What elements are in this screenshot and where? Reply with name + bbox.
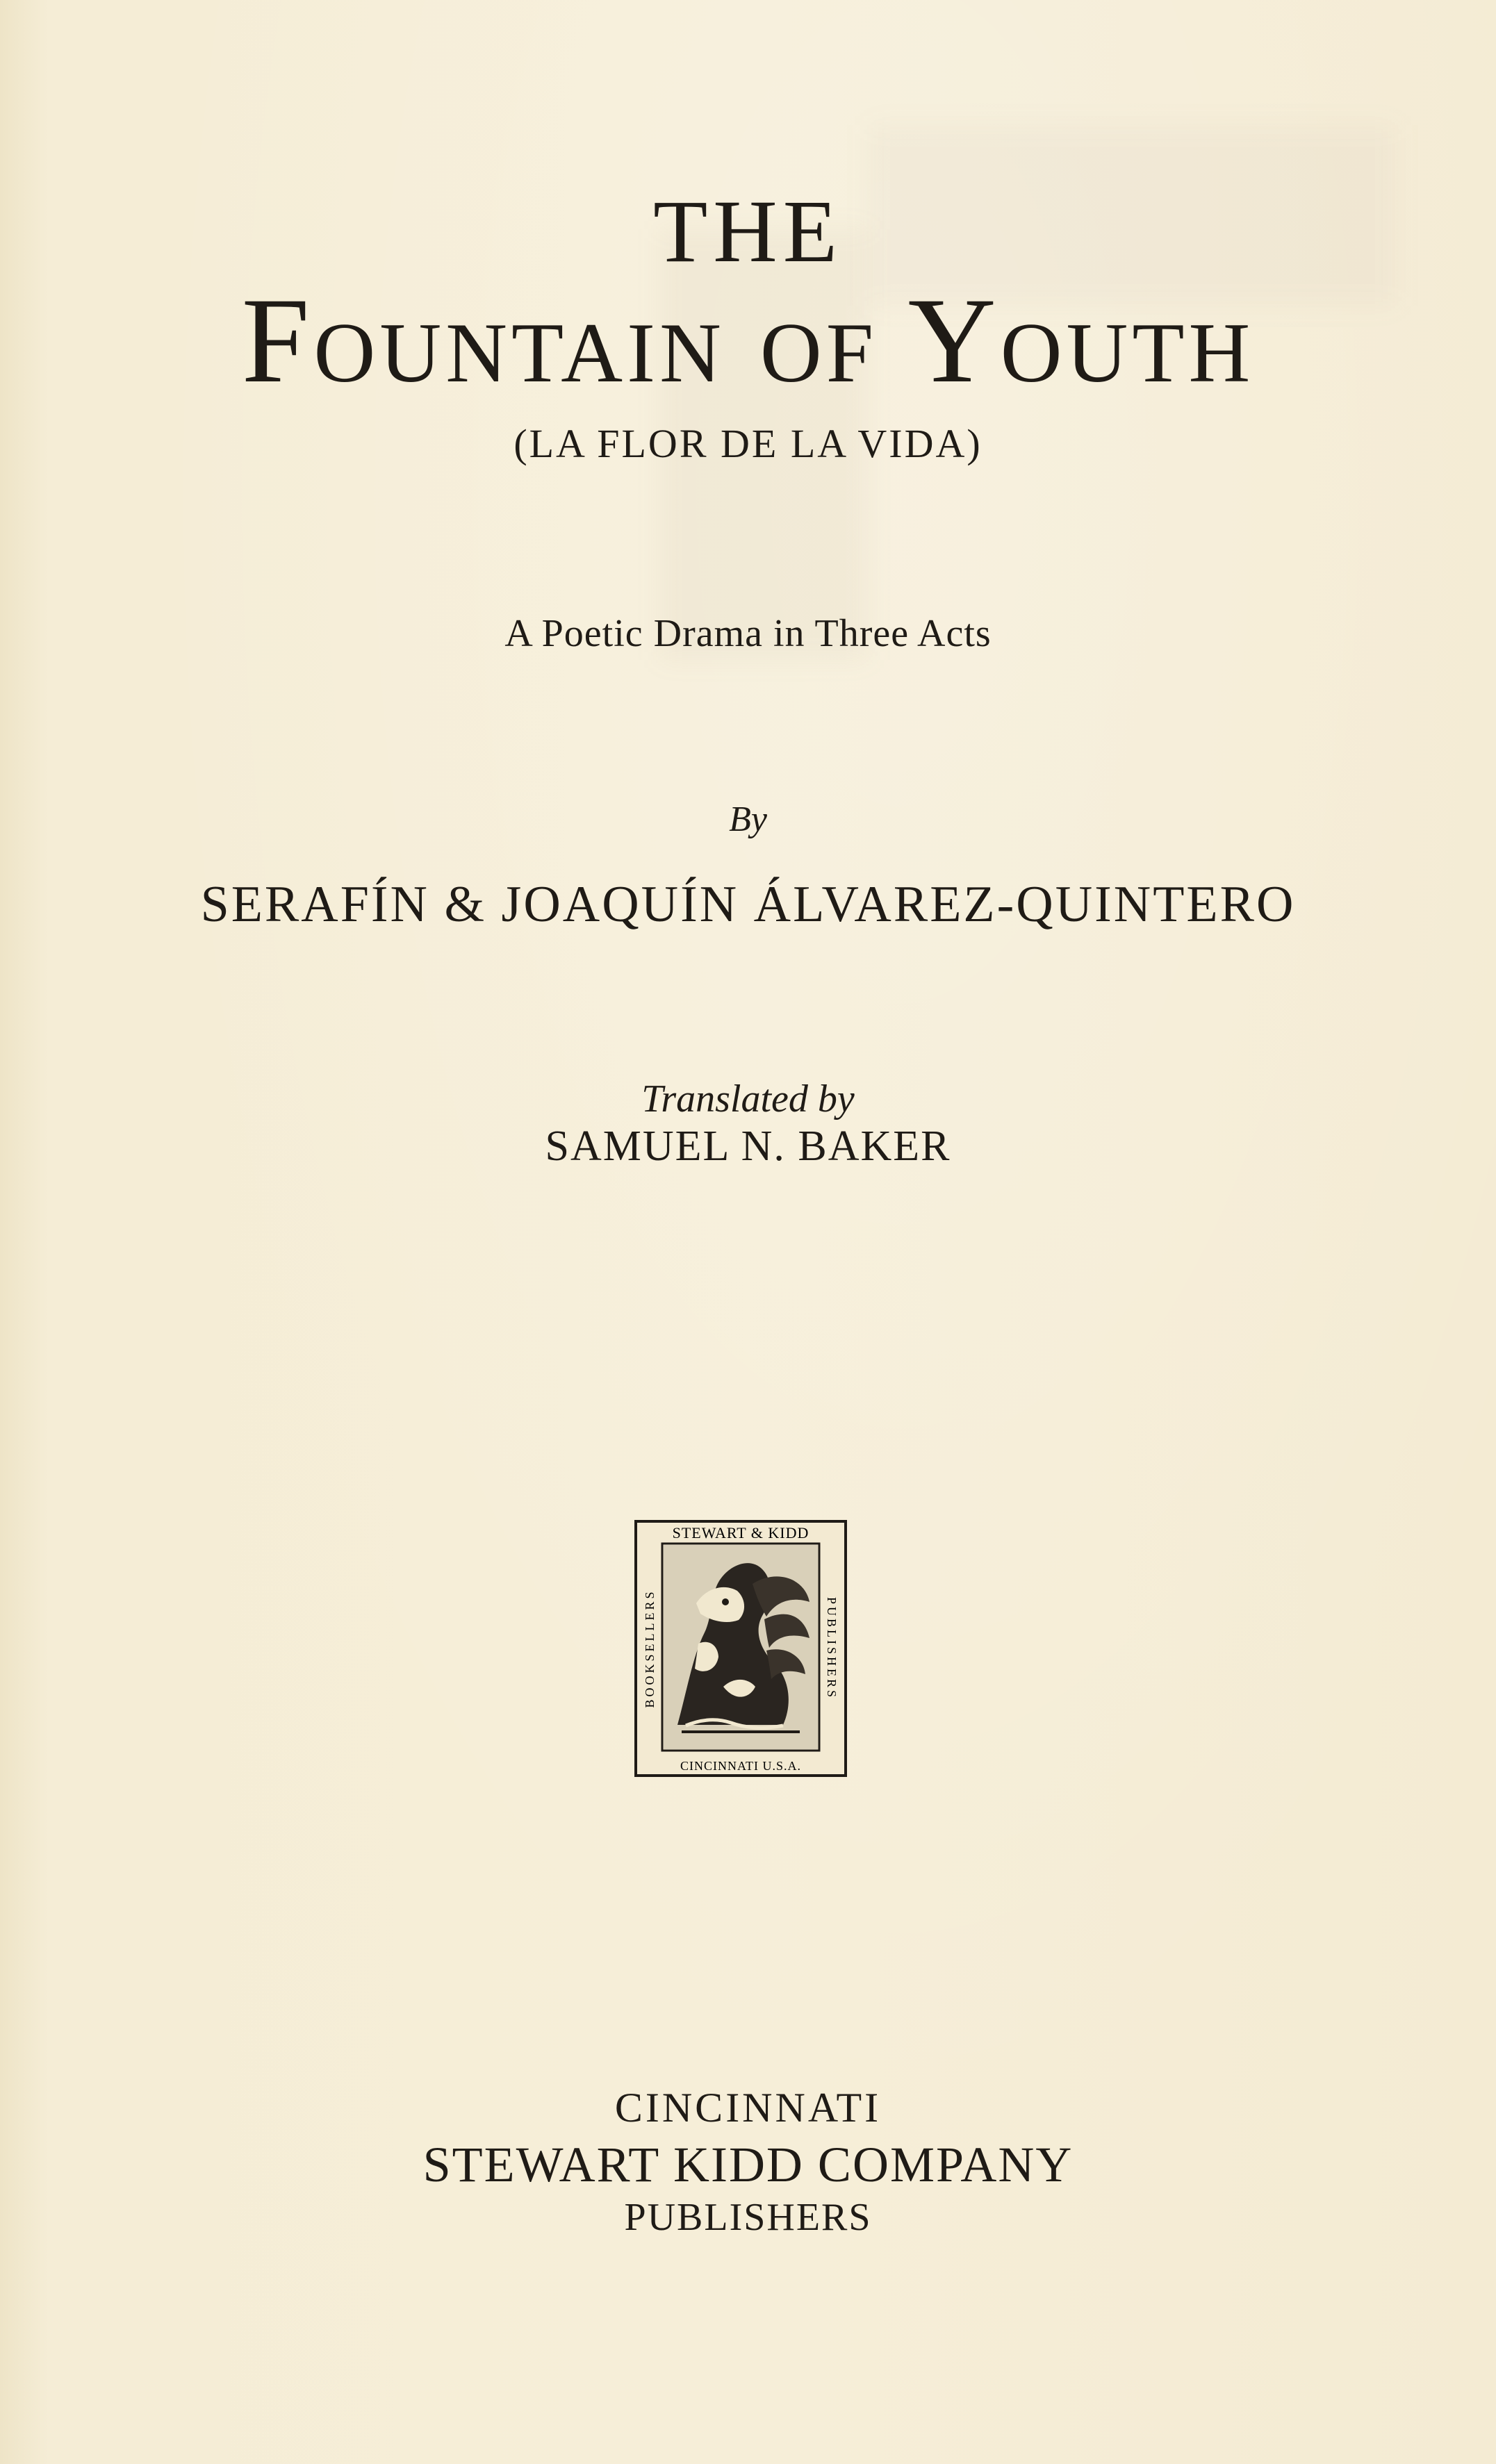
book-subtitle: (LA FLOR DE LA VIDA) [513, 421, 983, 466]
title-line-the: THE [653, 182, 843, 281]
book-title: Fountain of Youth [241, 273, 1255, 408]
imprint-city: CINCINNATI [614, 2085, 882, 2131]
translated-by-label: Translated by [641, 1077, 855, 1121]
emblem-right-text: PUBLISHERS [825, 1596, 839, 1701]
genre-line: A Poetic Drama in Three Acts [504, 612, 992, 655]
emblem-top-text: STEWART & KIDD [672, 1524, 809, 1541]
emblem-bottom-text: CINCINNATI U.S.A. [680, 1759, 801, 1773]
translator-name: SAMUEL N. BAKER [545, 1123, 951, 1170]
by-label: By [729, 800, 767, 839]
imprint-role: PUBLISHERS [624, 2196, 872, 2239]
emblem-illustration [664, 1545, 818, 1749]
publisher-device-icon [634, 1520, 847, 1777]
authors: SERAFÍN & JOAQUÍN ÁLVAREZ-QUINTERO [200, 876, 1296, 933]
emblem-left-text: BOOKSELLERS [643, 1589, 657, 1708]
imprint-company: STEWART KIDD COMPANY [422, 2137, 1074, 2192]
